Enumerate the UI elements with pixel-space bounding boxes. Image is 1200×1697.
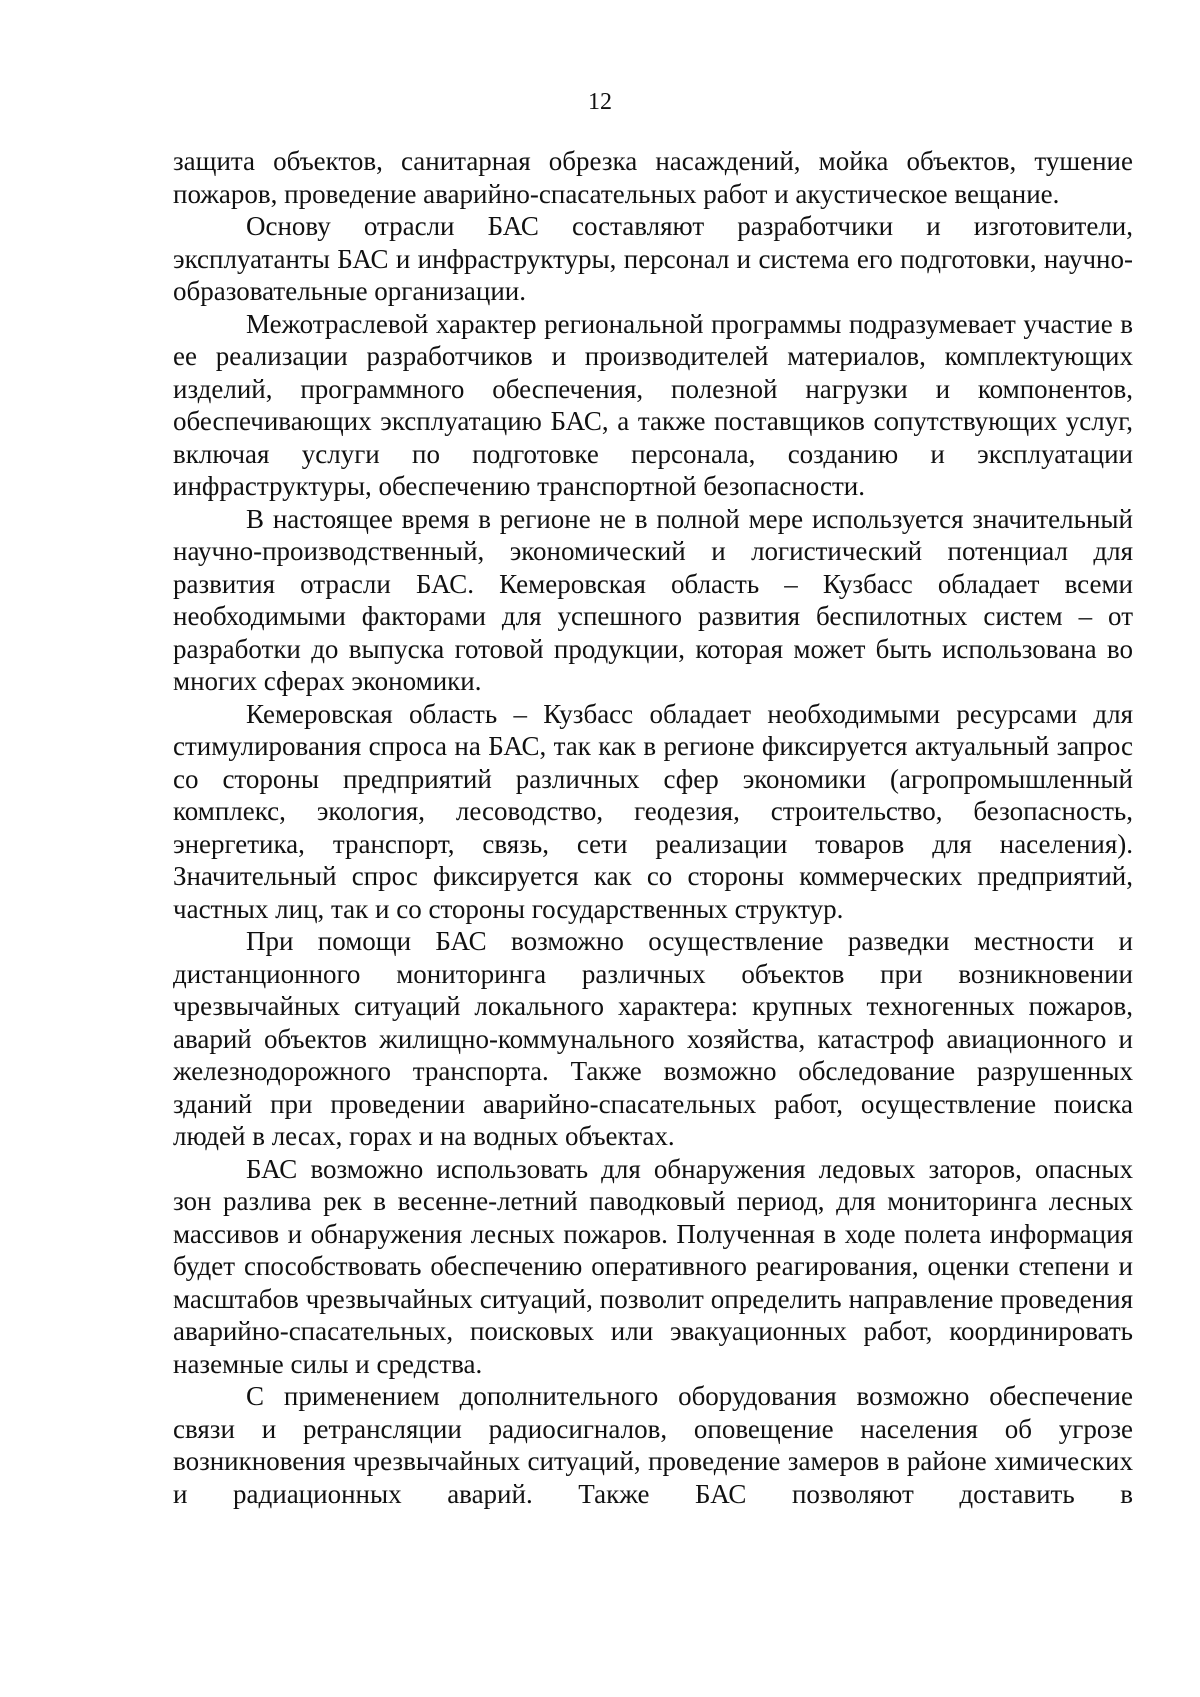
paragraph-continued: защита объектов, санитарная обрезка насаждений, мойка объектов, тушение пожаров, проведение аварийно-спасательных работ и акустическое вещание.: [173, 146, 1133, 209]
paragraph-industry-basis: Основу отрасли БАС составляют разработчики и изготовители, эксплуатанты БАС и инфраструктуры, персонал и система его подготовки, научно-образовательные организации.: [173, 211, 1133, 306]
paragraph-additional-equipment: С применением дополнительного оборудования возможно обеспечение связи и ретрансляции радиосигналов, оповещение населения об угрозе возникновения чрезвычайных ситуаций, проведение замеров в районе химических и радиационных аварий. Также БАС позволяют доставить в: [173, 1381, 1133, 1509]
paragraph-flood-fire: БАС возможно использовать для обнаружения ледовых заторов, опасных зон разлива рек в весенне-летний паводковый период, для мониторинга лесных массивов и обнаружения лесных пожаров. Полученная в ходе полета информация будет способствовать обеспечению оперативного реагирования, оценки степени и масштабов чрезвычайных ситуаций, позволит определить направление проведения аварийно-спасательных, поисковых или эвакуационных работ, координировать наземные силы и средства.: [173, 1153, 1133, 1379]
paragraph-demand: Кемеровская область – Кузбасс обладает необходимыми ресурсами для стимулирования спроса на БАС, так как в регионе фиксируется актуальный запрос со стороны предприятий различных сфер экономики (агропромышленный комплекс, экология, лесоводство, геодезия, строительство, безопасность, энергетика, транспорт, связь, сети реализации товаров для населения). Значительный спрос фиксируется как со стороны коммерческих предприятий, частных лиц, так и со стороны государственных структур.: [173, 698, 1133, 924]
paragraph-regional-potential: В настоящее время в регионе не в полной мере используется значительный научно-производственный, экономический и логистический потенциал для развития отрасли БАС. Кемеровская область – Кузбасс обладает всеми необходимыми факторами для успешного развития беспилотных систем – от разработки до выпуска готовой продукции, которая может быть использована во многих сферах экономики.: [173, 503, 1133, 696]
page-number: 12: [588, 89, 612, 115]
document-body: [173, 145, 1133, 1510]
paragraph-emergency-monitoring: При помощи БАС возможно осуществление разведки местности и дистанционного мониторинга различных объектов при возникновении чрезвычайных ситуаций локального характера: крупных техногенных пожаров, аварий объектов жилищно-коммунального хозяйства, катастроф авиационного и железнодорожного транспорта. Также возможно обследование разрушенных зданий при проведении аварийно-спасательных работ, осуществление поиска людей в лесах, горах и на водных объектах.: [173, 926, 1133, 1151]
paragraph-intersectoral: Межотраслевой характер региональной программы подразумевает участие в ее реализации разработчиков и производителей материалов, комплектующих изделий, программного обеспечения, полезной нагрузки и компонентов, обеспечивающих эксплуатацию БАС, а также поставщиков сопутствующих услуг, включая услуги по подготовке персонала, созданию и эксплуатации инфраструктуры, обеспечению транспортной безопасности.: [173, 308, 1133, 501]
